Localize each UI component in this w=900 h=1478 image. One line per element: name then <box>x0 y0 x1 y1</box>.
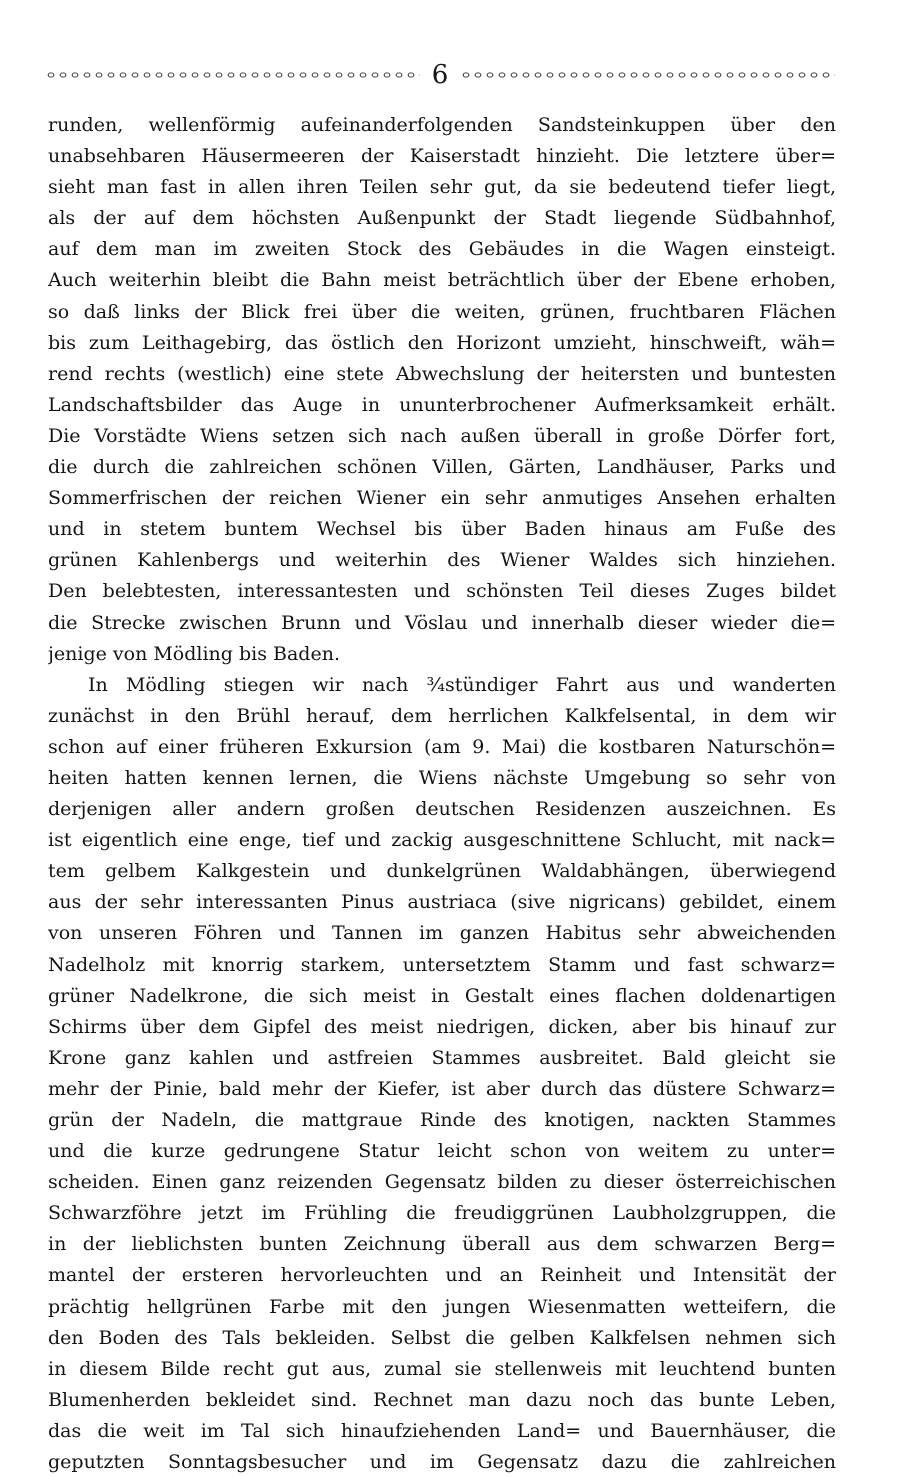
text-line: jenige von Mödling bis Baden. <box>48 642 340 665</box>
text-line: in diesem Bilde recht gut aus, zumal sie stellenweis mit leuchtend bunten <box>48 1357 836 1380</box>
text-line: Landschaftsbilder das Auge in ununterbrochener Aufmerksamkeit erhält. <box>48 393 836 416</box>
text-line: geputzten Sonntagsbesucher und im Gegensatz dazu die zahlreichen <box>48 1451 836 1474</box>
text-line: Den belebtesten, interessantesten und schönsten Teil dieses Zuges bildet <box>48 580 836 603</box>
left-ornament-rule <box>45 69 420 81</box>
text-line: rend rechts (westlich) eine stete Abwechslung der heitersten und buntesten <box>48 362 836 385</box>
text-line: tem gelbem Kalkgestein und dunkelgrünen Waldabhängen, überwiegend <box>48 860 836 883</box>
text-line: zunächst in den Brühl herauf, dem herrlichen Kalkfelsental, in dem wir <box>48 704 836 727</box>
text-line: Schirms über dem Gipfel des meist niedrigen, dicken, aber bis hinauf zur <box>48 1015 836 1038</box>
text-line: derjenigen aller andern großen deutschen Residenzen auszeichnen. Es <box>48 798 836 821</box>
text-line: und die kurze gedrungene Statur leicht schon von weitem zu unter= <box>48 1140 836 1163</box>
text-line: Schwarzföhre jetzt im Frühling die freudiggrünen Laubholzgruppen, die <box>48 1202 836 1225</box>
text-line: das die weit im Tal sich hinaufziehenden Land= und Bauernhäuser, die <box>48 1419 836 1442</box>
text-line: grün der Nadeln, die mattgraue Rinde des knotigen, nackten Stammes <box>48 1109 836 1131</box>
text-line: prächtig hellgrünen Farbe mit den jungen Wiesenmatten wetteifern, die <box>48 1295 836 1318</box>
text-line: grünen Kahlenbergs und weiterhin des Wiener Waldes sich hinziehen. <box>48 549 836 572</box>
text-line: schon auf einer früheren Exkursion (am 9. Mai) die kostbaren Naturschön= <box>48 735 836 758</box>
text-line: mantel der ersteren hervorleuchten und an Reinheit und Intensität der <box>48 1264 836 1287</box>
text-line: Krone ganz kahlen und astfreien Stammes ausbreitet. Bald gleicht sie <box>48 1046 836 1069</box>
text-line: unabsehbaren Häusermeeren der Kaiserstadt hinzieht. Die letztere über= <box>48 145 836 168</box>
text-line: In Mödling stiegen wir nach ¾stündiger Fahrt aus und wanderten <box>88 673 836 696</box>
page-number: 6 <box>431 60 449 90</box>
text-line: die Strecke zwischen Brunn und Vöslau und innerhalb dieser wieder die= <box>48 611 836 634</box>
text-line: so daß links der Blick frei über die weiten, grünen, fruchtbaren Flächen <box>48 300 836 323</box>
body-text <box>48 110 836 1478</box>
text-line: Sommerfrischen der reichen Wiener ein sehr anmutiges Ansehen erhalten <box>48 487 836 510</box>
text-line: Auch weiterhin bleibt die Bahn meist beträchtlich über der Ebene erhoben, <box>48 269 836 292</box>
text-line: runden, wellenförmig aufeinanderfolgenden Sandsteinkuppen über den <box>48 114 836 136</box>
text-line: und in stetem buntem Wechsel bis über Baden hinaus am Fuße des <box>48 518 836 541</box>
text-line: sieht man fast in allen ihren Teilen sehr gut, da sie bedeutend tiefer liegt, <box>48 176 836 199</box>
text-line: grüner Nadelkrone, die sich meist in Gestalt eines flachen doldenartigen <box>48 984 836 1007</box>
text-line: auf dem man im zweiten Stock des Gebäudes in die Wagen einsteigt. <box>48 238 836 261</box>
text-line: scheiden. Einen ganz reizenden Gegensatz bilden zu dieser österreichischen <box>48 1171 836 1194</box>
text-line: Blumenherden bekleidet sind. Rechnet man dazu noch das bunte Leben, <box>48 1388 836 1411</box>
text-line: heiten hatten kennen lernen, die Wiens nächste Umgebung so sehr von <box>48 766 836 789</box>
running-header <box>45 60 835 90</box>
text-line: aus der sehr interessanten Pinus austriaca (sive nigricans) gebildet, einem <box>48 891 836 914</box>
text-line: den Boden des Tals bekleiden. Selbst die gelben Kalkfelsen nehmen sich <box>48 1326 836 1349</box>
text-line: mehr der Pinie, bald mehr der Kiefer, ist aber durch das düstere Schwarz= <box>48 1077 836 1100</box>
text-line: die durch die zahlreichen schönen Villen, Gärten, Landhäuser, Parks und <box>48 456 836 479</box>
text-line: Nadelholz mit knorrig starkem, untersetztem Stamm und fast schwarz= <box>48 953 836 976</box>
text-line: Die Vorstädte Wiens setzen sich nach außen überall in große Dörfer fort, <box>48 424 836 447</box>
text-line: von unseren Föhren und Tannen im ganzen Habitus sehr abweichenden <box>48 922 836 945</box>
right-ornament-rule <box>460 69 835 81</box>
text-line: ist eigentlich eine enge, tief und zackig ausgeschnittene Schlucht, mit nack= <box>48 829 836 852</box>
text-line: als der auf dem höchsten Außenpunkt der Stadt liegende Südbahnhof, <box>48 207 836 230</box>
text-line: in der lieblichsten bunten Zeichnung überall aus dem schwarzen Berg= <box>48 1233 836 1256</box>
text-line: bis zum Leithagebirg, das östlich den Horizont umzieht, hinschweift, wäh= <box>48 331 836 354</box>
